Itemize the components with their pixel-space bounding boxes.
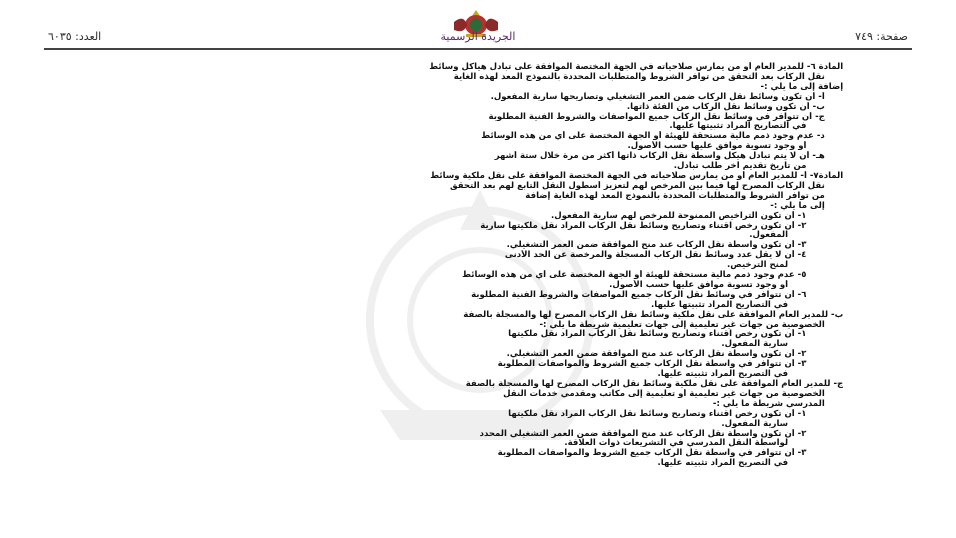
text-line: أو وجود تسوية موافق عليها حسب الأصول.	[627, 141, 807, 151]
gazette-title: الجريدة الرسمية	[440, 30, 516, 43]
text-line: في التصريح المراد تثبيته عليها.	[657, 369, 789, 379]
text-line: المفعول.	[749, 230, 789, 240]
text-line: ١- أن تكون التراخيص الممنوحة للمرخص لهم سارية المفعول.	[551, 210, 807, 220]
text-line: ب- أن تكون وسائط نقل الركاب من الفئة ذاتها.	[626, 101, 825, 111]
text-line: نقل الركاب المصرح لها فيما بين المرخص لهم لتعزيز أسطول النقل التابع لهم بعد التحقق	[450, 180, 825, 190]
text-line: ١- أن تكون رخص اقتناء وتصاريح وسائط نقل الركاب المراد نقل ملكيتها	[508, 408, 807, 418]
text-line: نقل الركاب بعد التحقق من توافر الشروط والمتطلبات المحددة بالنموذج المعد لهذه الغاية	[453, 71, 825, 81]
page-number: صفحة: ٧٤٩	[855, 30, 908, 43]
text-line: من توافر الشروط والمتطلبات المحددة بالنموذج المعد لهذه الغاية إضافة	[525, 190, 825, 200]
header-divider	[44, 48, 912, 50]
text-line: إضافة إلى ما يلي :-	[760, 81, 844, 91]
text-line: في التصاريح المراد تثبيتها عليها.	[669, 121, 807, 131]
text-line: سارية المفعول.	[721, 339, 789, 349]
text-line: أو وجود تسوية موافق عليها حسب الأصول.	[609, 279, 789, 289]
text-line: المادة٧- أ- للمدير العام أو من يمارس صلاحياته في الجهة المختصة الموافقة على نقل ملكية وسائط	[430, 170, 844, 180]
text-line: المادة ٦- للمدير العام أو من يمارس صلاحياته في الجهة المختصة الموافقة على تبادل هياكل وسائط	[429, 62, 844, 71]
text-line: لمنح الترخيص.	[727, 260, 789, 270]
text-line: لواسطة النقل المدرسي في التشريعات ذوات العلاقة.	[564, 438, 789, 448]
text-line: الخصوصية من جهات غير تعليمية إلى جهات تعليمية شريطة ما يلي :-	[539, 319, 825, 329]
text-line: في التصريح المراد تثبيته عليها.	[657, 458, 789, 468]
text-line: ٦- أن تتوافر في وسائط نقل الركاب جميع المواصفات والشروط الفنية المطلوبة	[471, 289, 807, 299]
text-line: ٣- أن تتوافر في واسطة نقل الركاب جميع الشروط والمواصفات المطلوبة	[497, 359, 807, 369]
page-header	[0, 30, 956, 46]
text-line: ٢- أن تكون واسطة نقل الركاب عند منح الموافقة ضمن العمر التشغيلي.	[506, 349, 807, 359]
text-line: الخصوصية من جهات غير تعليمية أو تعليمية إلى مكاتب ومقدمي خدمات النقل	[503, 388, 825, 398]
text-line: ج- أن تتوافر في وسائط نقل الركاب جميع المواصفات والشروط الفنية المطلوبة	[488, 111, 825, 121]
text-line: ٣- أن تكون واسطة نقل الركاب عند منح الموافقة ضمن العمر التشغيلي.	[506, 240, 807, 250]
text-line: في التصاريح المراد تثبيتها عليها.	[651, 299, 789, 309]
text-line: ١- أن تكون رخص اقتناء وتصاريح وسائط نقل الركاب المراد نقل ملكيتها	[508, 329, 807, 339]
text-line: سارية المفعول.	[721, 418, 789, 428]
text-line: ج- للمدير العام الموافقة على نقل ملكية وسائط نقل الركاب المصرح لها والمسجلة بالصفة	[465, 379, 844, 388]
text-line: من تاريخ تقديم آخر طلب تبادل.	[673, 161, 807, 171]
text-line: أ- أن تكون وسائط نقل الركاب ضمن العمر التشغيلي وتصاريحها سارية المفعول.	[490, 91, 825, 101]
text-line: المدرسي شريطة ما يلي :-	[712, 398, 825, 408]
text-line: هـ- أن لا يتم تبادل هيكل واسطة نقل الركاب ذاتها أكثر من مرة خلال ستة أشهر	[494, 151, 825, 161]
text-line: د- عدم وجود ذمم مالية مستحقة للهيئة أو الجهة المختصة على أي من هذه الوسائط	[481, 131, 825, 141]
document-body	[113, 62, 843, 522]
text-line: ٥- عدم وجود ذمم مالية مستحقة للهيئة أو الجهة المختصة على أي من هذه الوسائط	[462, 270, 807, 280]
text-line: إلى ما يلي :-	[770, 200, 825, 210]
issue-number: العدد: ٦٠٣٥	[48, 30, 102, 43]
text-line: ٢- أن تكون رخص اقتناء وتصاريح وسائط نقل الركاب المراد نقل ملكيتها سارية	[480, 220, 807, 230]
text-line: ٤- أن لا يقل عدد وسائط نقل الركاب المسجلة والمرخصة عن الحد الأدنى	[504, 250, 807, 260]
text-line: ب- للمدير العام الموافقة على نقل ملكية وسائط نقل الركاب المصرح لها والمسجلة بالصفة	[463, 309, 844, 319]
text-line: ٢- أن تكون واسطة نقل الركاب عند منح الموافقة ضمن العمر التشغيلي المحدد	[479, 428, 807, 438]
text-line: ٣- أن تتوافر في واسطة نقل الركاب جميع الشروط والمواصفات المطلوبة	[497, 448, 807, 458]
